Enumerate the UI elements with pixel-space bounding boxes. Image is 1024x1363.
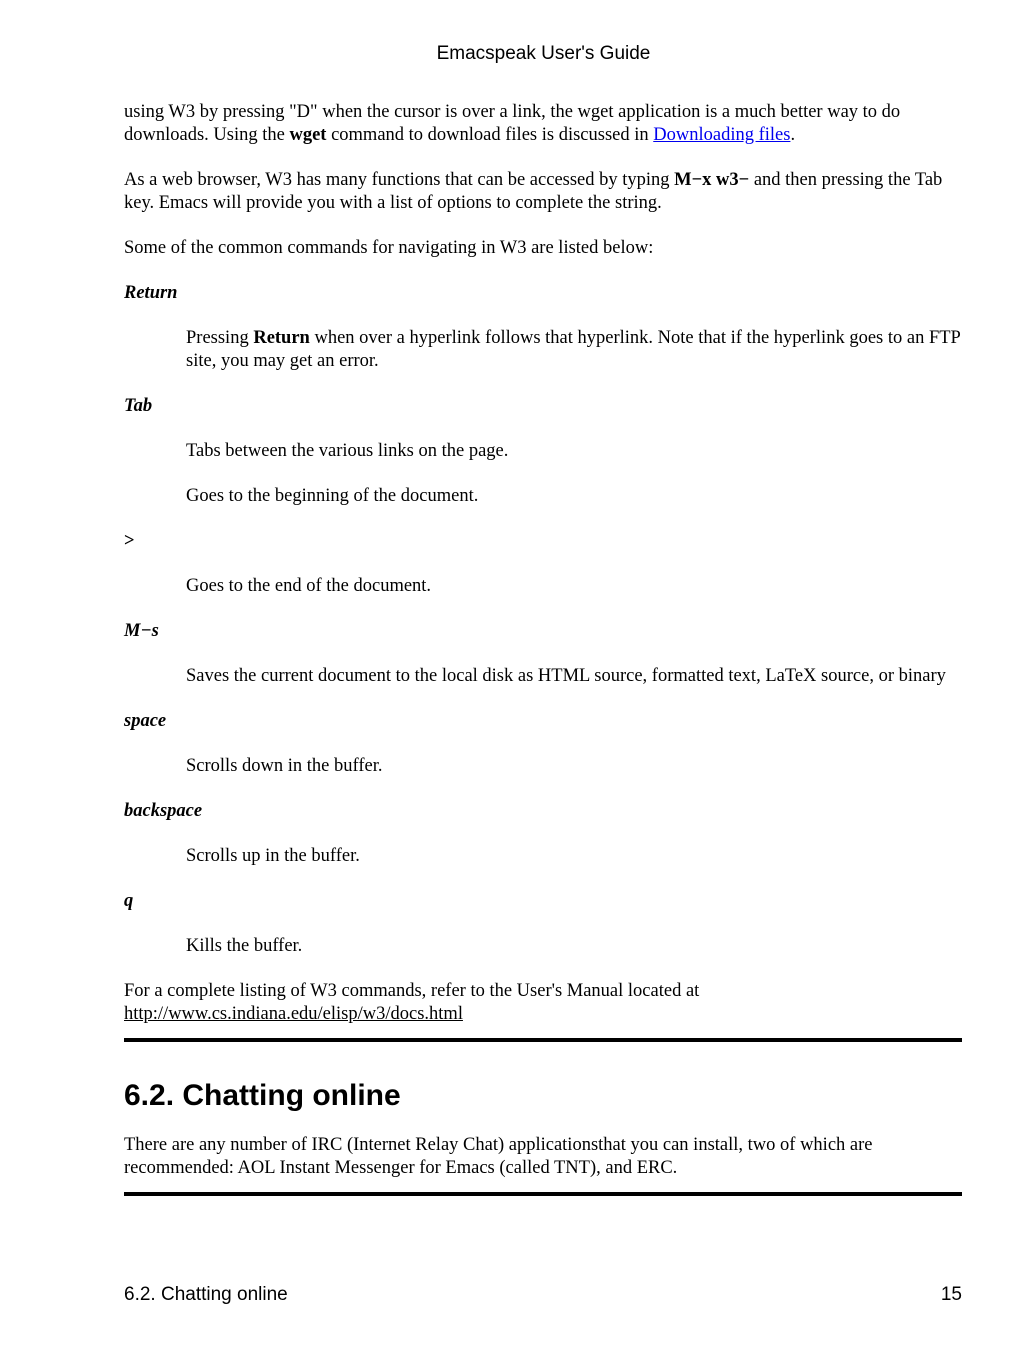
mx-w3-bold: M−x w3− <box>674 170 750 190</box>
downloading-files-link[interactable]: Downloading files <box>653 125 791 145</box>
section-divider-top <box>124 1038 962 1042</box>
command-term-q: q <box>124 891 134 911</box>
command-desc-beginning: Goes to the beginning of the document. <box>186 486 479 506</box>
command-desc-gt: Goes to the end of the document. <box>186 576 432 596</box>
wget-bold: wget <box>289 125 327 145</box>
intro-paragraph-3: Some of the common commands for navigating in W3 are listed below: <box>124 238 654 258</box>
command-term-ms: M−s <box>124 621 159 641</box>
intro-paragraph-1: using W3 by pressing "D" when the cursor is over a link, the wget application is a much better way to do downloads. Using the wget command to download files is discussed in Downloading files. <box>124 102 901 145</box>
command-term-return: Return <box>124 283 178 303</box>
page-number: 15 <box>940 1284 962 1305</box>
w3-manual-link[interactable]: http://www.cs.indiana.edu/elisp/w3/docs.html <box>124 1004 463 1024</box>
running-footer <box>124 1284 962 1306</box>
command-desc-q: Kills the buffer. <box>186 936 303 956</box>
section-paragraph: There are any number of IRC (Internet Relay Chat) applicationsthat you can install, two of which are recommended: AOL Instant Messenger for Emacs (called TNT), and ERC. <box>124 1135 873 1178</box>
listing-paragraph: For a complete listing of W3 commands, refer to the User's Manual located at http://www.cs.indiana.edu/elisp/w3/docs.html <box>124 981 700 1024</box>
intro-paragraph-2: As a web browser, W3 has many functions that can be accessed by typing M−x w3− and then pressing the Tab key. Emacs will provide you with a list of options to complete the string. <box>124 170 943 213</box>
section-divider-bottom <box>124 1192 962 1196</box>
command-term-gt: > <box>124 531 135 551</box>
command-term-space: space <box>124 711 167 731</box>
footer-section-title: 6.2. Chatting online <box>124 1284 288 1305</box>
command-desc-return: Pressing Return when over a hyperlink follows that hyperlink. Note that if the hyperlink goes to an FTP site, you may get an error. <box>186 328 961 371</box>
command-desc-backspace: Scrolls up in the buffer. <box>186 846 360 866</box>
page-content <box>124 101 962 1196</box>
running-header: Emacspeak User's Guide <box>436 43 651 64</box>
section-heading: 6.2. Chatting online <box>124 1079 401 1112</box>
command-term-tab: Tab <box>124 396 153 416</box>
command-desc-space: Scrolls down in the buffer. <box>186 756 383 776</box>
command-desc-ms: Saves the current document to the local disk as HTML source, formatted text, LaTeX source, or binary <box>186 666 946 686</box>
command-term-backspace: backspace <box>124 801 203 821</box>
command-desc-tab: Tabs between the various links on the page. <box>186 441 509 461</box>
command-list <box>124 282 962 958</box>
